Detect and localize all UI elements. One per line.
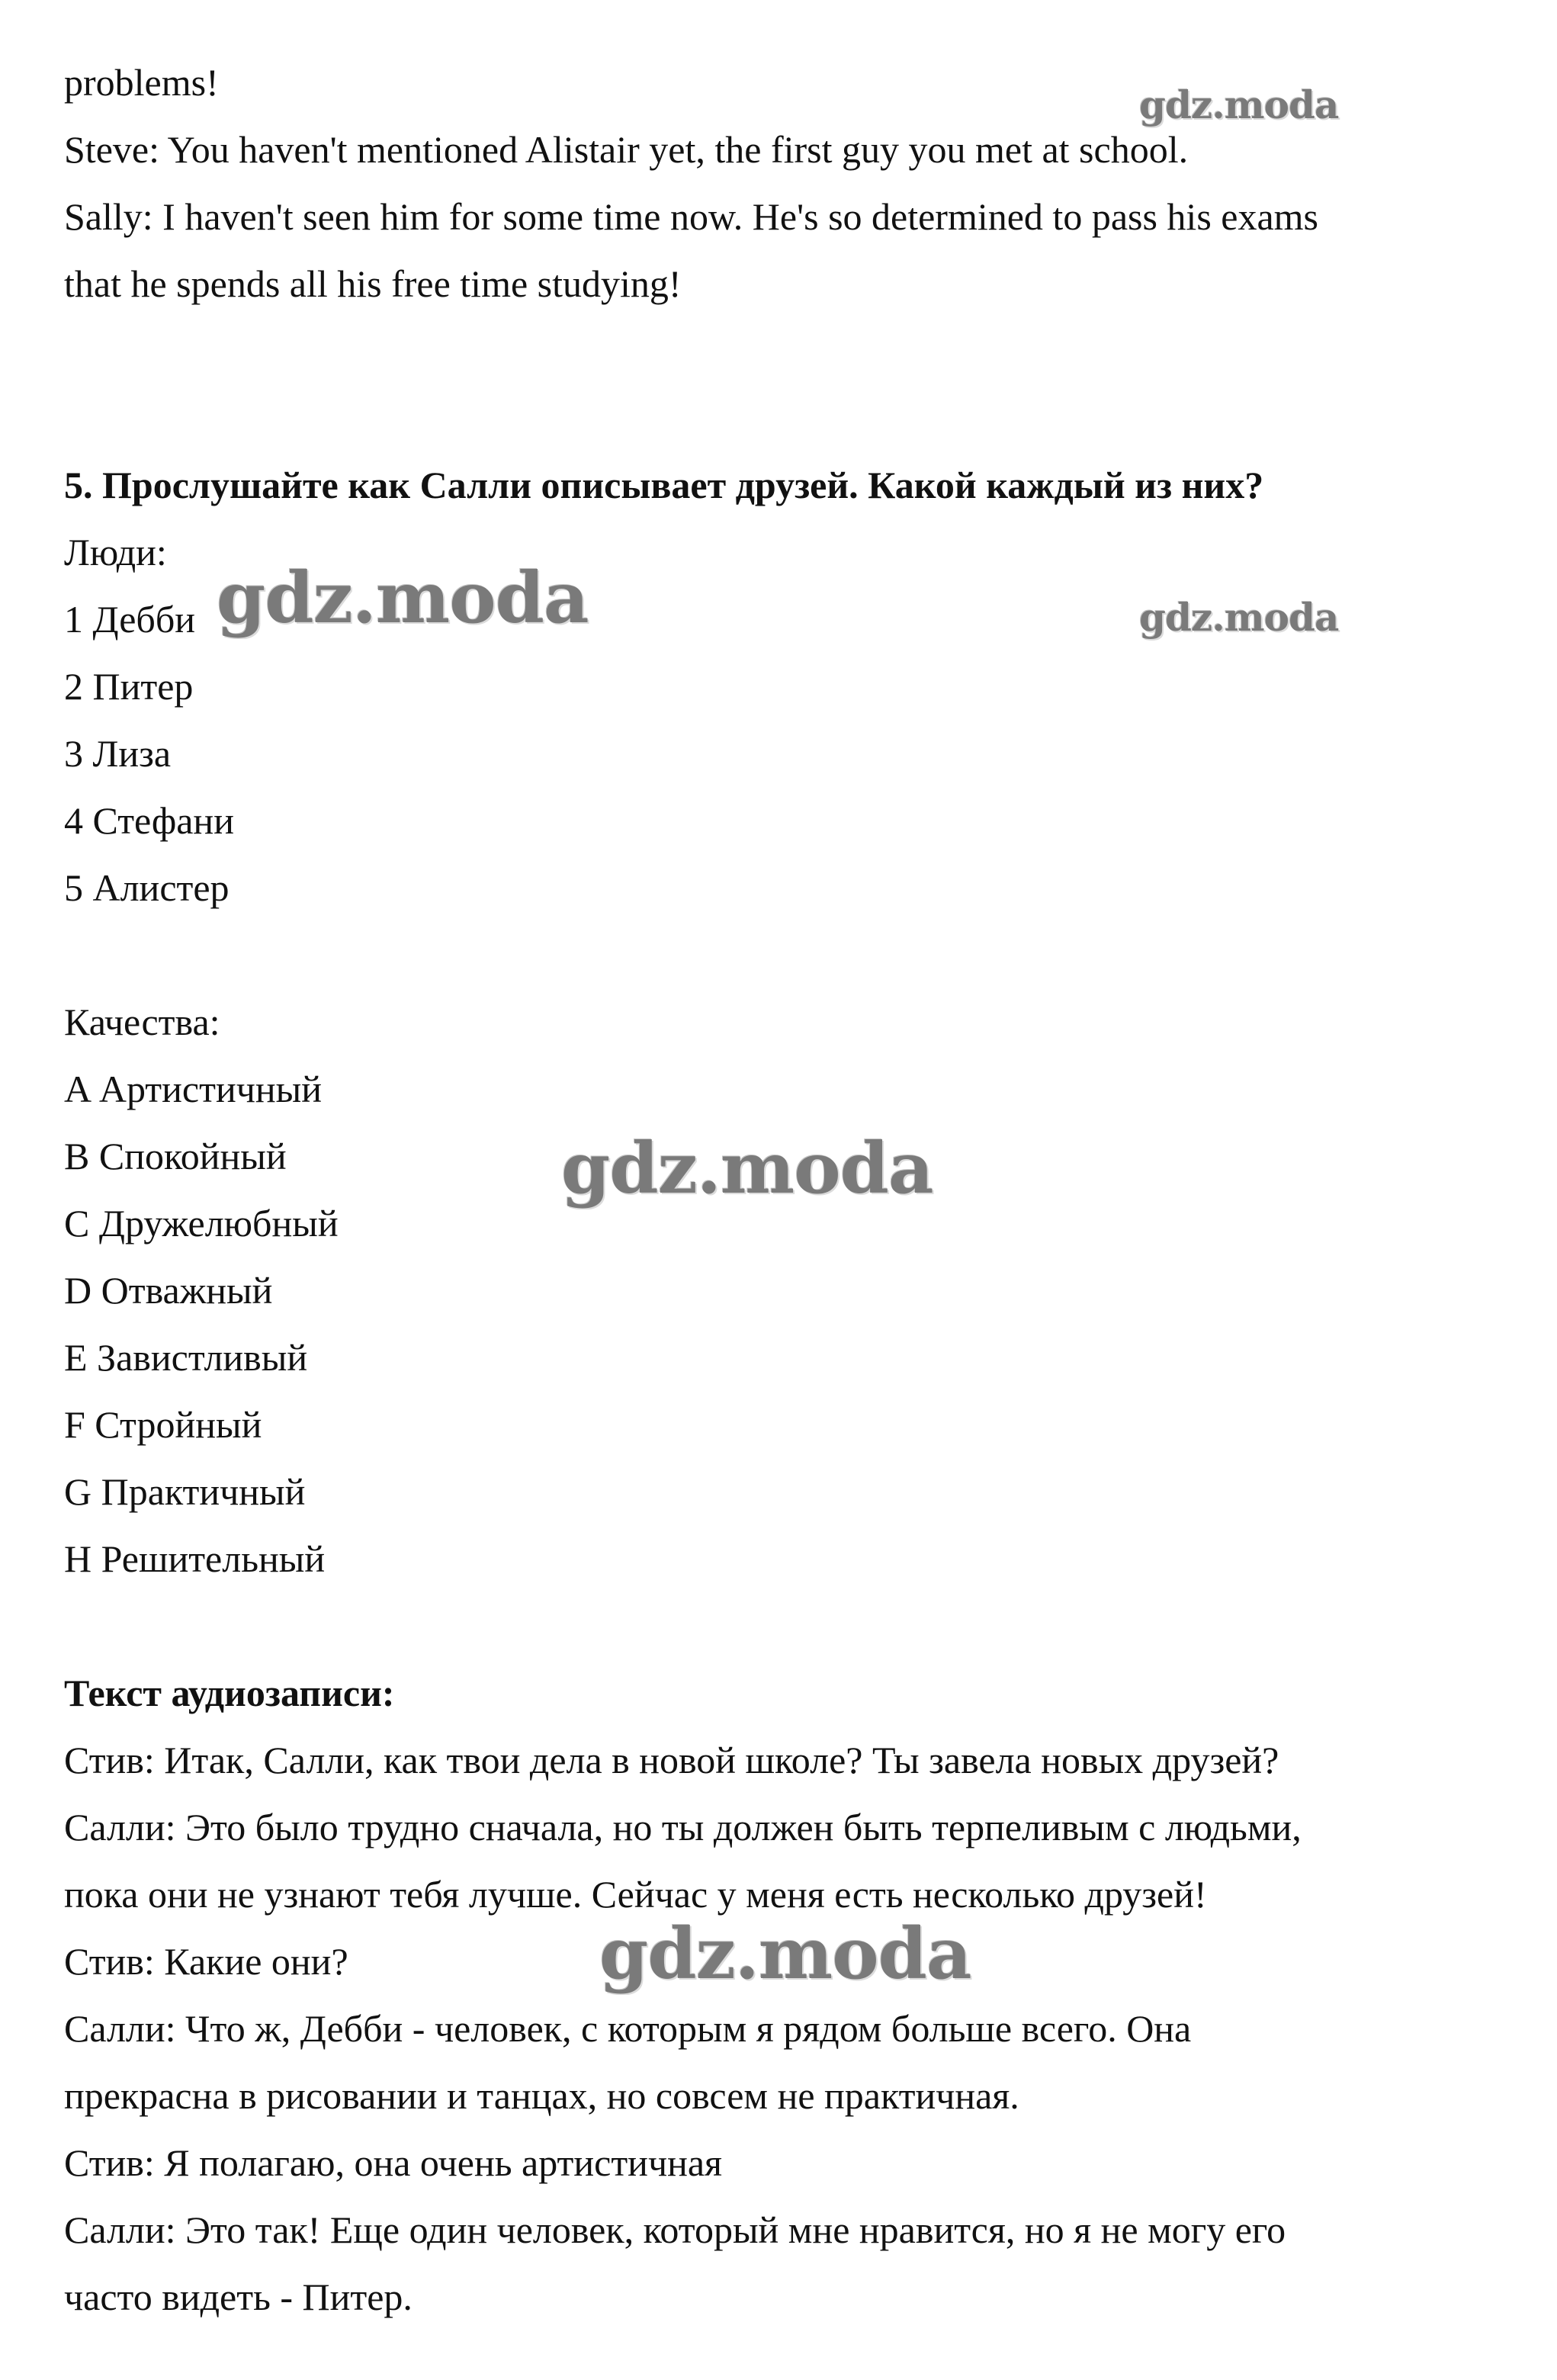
transcript-line: прекрасна в рисовании и танцах, но совсем не практичная. [64,2074,1019,2117]
quality-item: E Завистливый [64,1336,308,1379]
quality-item: D Отважный [64,1269,273,1312]
transcript-heading: Текст аудиозаписи: [64,1672,395,1714]
people-heading: Люди: [64,531,167,573]
watermark: gdz.moda [1139,595,1339,640]
dialogue-line: Steve: You haven't mentioned Alistair yet, the first guy you met at school. [64,128,1189,171]
people-item: 4 Стефани [64,799,234,842]
transcript-line: Стив: Я полагаю, она очень артистичная [64,2141,723,2184]
dialogue-line: Sally: I haven't seen him for some time now. He's so determined to pass his exams [64,195,1319,238]
watermark: gdz.moda [561,1127,933,1209]
dialogue-line: that he spends all his free time studying! [64,262,682,305]
transcript-line: часто видеть - Питер. [64,2276,413,2318]
watermark: gdz.moda [1139,82,1339,127]
quality-item: B Спокойный [64,1135,287,1177]
quality-item: A Артистичный [64,1068,322,1110]
people-item: 3 Лиза [64,732,172,775]
people-item: 2 Питер [64,665,194,708]
quality-item: G Практичный [64,1470,306,1513]
task-title: 5. Прослушайте как Салли описывает друзей. Какой каждый из них? [64,464,1264,506]
quality-item: F Стройный [64,1403,262,1446]
people-item: 1 Дебби [64,598,196,641]
transcript-line: Салли: Что ж, Дебби - человек, с которым я рядом больше всего. Она [64,2007,1192,2050]
watermark: gdz.moda [599,1913,971,1995]
people-item: 5 Алистер [64,866,230,909]
quality-item: C Дружелюбный [64,1202,339,1245]
transcript-line: Салли: Это было трудно сначала, но ты должен быть терпеливым с людьми, [64,1806,1302,1848]
quality-item: H Решительный [64,1537,326,1580]
watermark: gdz.moda [217,557,589,639]
dialogue-line: problems! [64,61,219,104]
transcript-line: Салли: Это так! Еще один человек, который мне нравится, но я не могу его [64,2208,1286,2251]
qualities-heading: Качества: [64,1000,220,1043]
transcript-line: Стив: Итак, Салли, как твои дела в новой школе? Ты завела новых друзей? [64,1739,1279,1781]
transcript-line: Стив: Какие они? [64,1940,348,1983]
transcript-line: пока они не узнают тебя лучше. Сейчас у меня есть несколько друзей! [64,1873,1207,1916]
